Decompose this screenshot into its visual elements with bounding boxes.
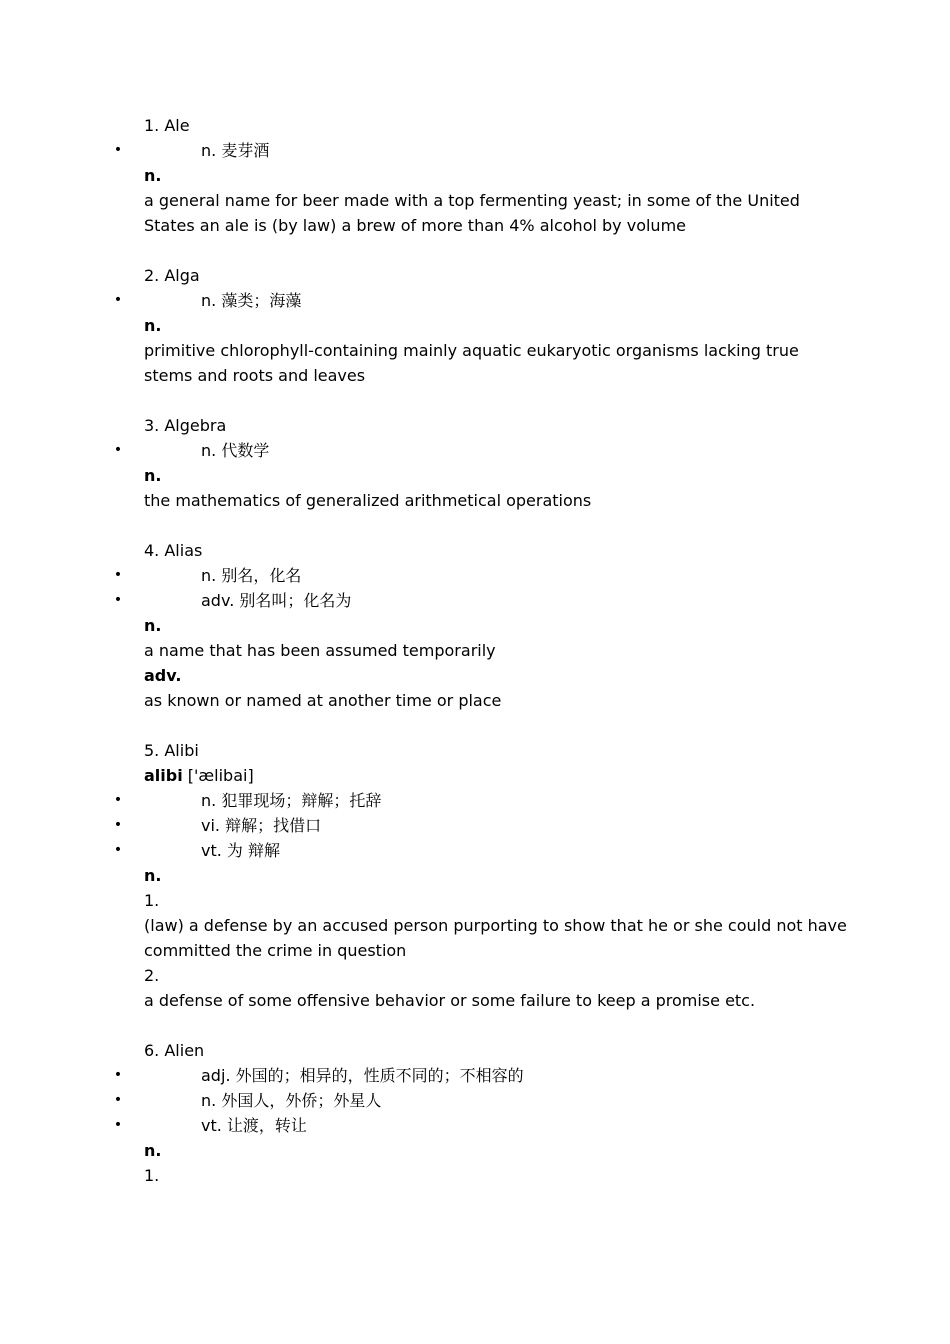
entry-title: 3. Algebra: [144, 416, 227, 435]
entry-title: 5. Alibi: [144, 741, 199, 760]
translation-text: n. 藻类；海藻: [201, 291, 302, 310]
translation-text: adj. 外国的；相异的，性质不同的；不相容的: [201, 1066, 524, 1085]
definition-line: (law) a defense by an accused person purporting to show that he or she could not have: [144, 916, 847, 935]
definition-line: 2.: [144, 966, 160, 985]
definition-line: the mathematics of generalized arithmetical operations: [144, 491, 592, 510]
translation-item: [0, 563, 950, 588]
entry-title: 2. Alga: [144, 266, 200, 285]
translation-item: [0, 1088, 950, 1113]
part-of-speech-heading: n.: [144, 166, 162, 185]
bullet-icon: •: [113, 1117, 123, 1133]
translation-item: [0, 1063, 950, 1088]
translation-text: adv. 别名叫；化名为: [201, 591, 352, 610]
bullet-icon: •: [113, 1067, 123, 1083]
part-of-speech-heading: n.: [144, 466, 162, 485]
dictionary-entry: [0, 738, 950, 1013]
part-of-speech-heading: n.: [144, 866, 162, 885]
phonetic: ['ælibai]: [182, 766, 254, 785]
pronunciation: [0, 763, 950, 788]
entry-title: 4. Alias: [144, 541, 203, 560]
entry-title: 1. Ale: [144, 116, 190, 135]
bullet-icon: •: [113, 442, 123, 458]
definition-line: a name that has been assumed temporarily: [144, 641, 496, 660]
headword: alibi: [144, 766, 183, 785]
translation-text: n. 别名，化名: [201, 566, 302, 585]
bullet-icon: •: [113, 817, 123, 833]
translation-item: [0, 813, 950, 838]
translation-text: n. 犯罪现场；辩解；托辞: [201, 791, 382, 810]
translation-text: n. 代数学: [201, 441, 270, 460]
bullet-icon: •: [113, 592, 123, 608]
bullet-icon: •: [113, 1092, 123, 1108]
dictionary-entry: [0, 413, 950, 513]
dictionary-entry: [0, 263, 950, 388]
definition-line: primitive chlorophyll-containing mainly aquatic eukaryotic organisms lacking true: [144, 341, 799, 360]
translation-item: [0, 138, 950, 163]
translation-item: [0, 788, 950, 813]
translation-item: [0, 588, 950, 613]
translation-item: [0, 1113, 950, 1138]
definition-line: States an ale is (by law) a brew of more than 4% alcohol by volume: [144, 216, 686, 235]
translation-item: [0, 288, 950, 313]
definition-line: as known or named at another time or place: [144, 691, 502, 710]
translation-text: vt. 为 辩解: [201, 841, 281, 860]
part-of-speech-heading: adv.: [144, 666, 182, 685]
translation-text: vt. 让渡，转让: [201, 1116, 307, 1135]
definition-line: stems and roots and leaves: [144, 366, 366, 385]
definition-line: committed the crime in question: [144, 941, 407, 960]
definition-line: a general name for beer made with a top fermenting yeast; in some of the United: [144, 191, 800, 210]
dictionary-entry: [0, 538, 950, 713]
translation-item: [0, 838, 950, 863]
bullet-icon: •: [113, 842, 123, 858]
bullet-icon: •: [113, 792, 123, 808]
dictionary-entry: [0, 113, 950, 238]
bullet-icon: •: [113, 567, 123, 583]
bullet-icon: •: [113, 142, 123, 158]
document-body: [0, 113, 950, 1213]
dictionary-entry: [0, 1038, 950, 1188]
part-of-speech-heading: n.: [144, 316, 162, 335]
translation-text: n. 外国人，外侨；外星人: [201, 1091, 382, 1110]
bullet-icon: •: [113, 292, 123, 308]
part-of-speech-heading: n.: [144, 1141, 162, 1160]
part-of-speech-heading: n.: [144, 616, 162, 635]
definition-line: 1.: [144, 891, 160, 910]
definition-line: a defense of some offensive behavior or some failure to keep a promise etc.: [144, 991, 756, 1010]
entry-title: 6. Alien: [144, 1041, 205, 1060]
translation-text: n. 麦芽酒: [201, 141, 270, 160]
translation-item: [0, 438, 950, 463]
translation-text: vi. 辩解；找借口: [201, 816, 322, 835]
definition-line: 1.: [144, 1166, 160, 1185]
